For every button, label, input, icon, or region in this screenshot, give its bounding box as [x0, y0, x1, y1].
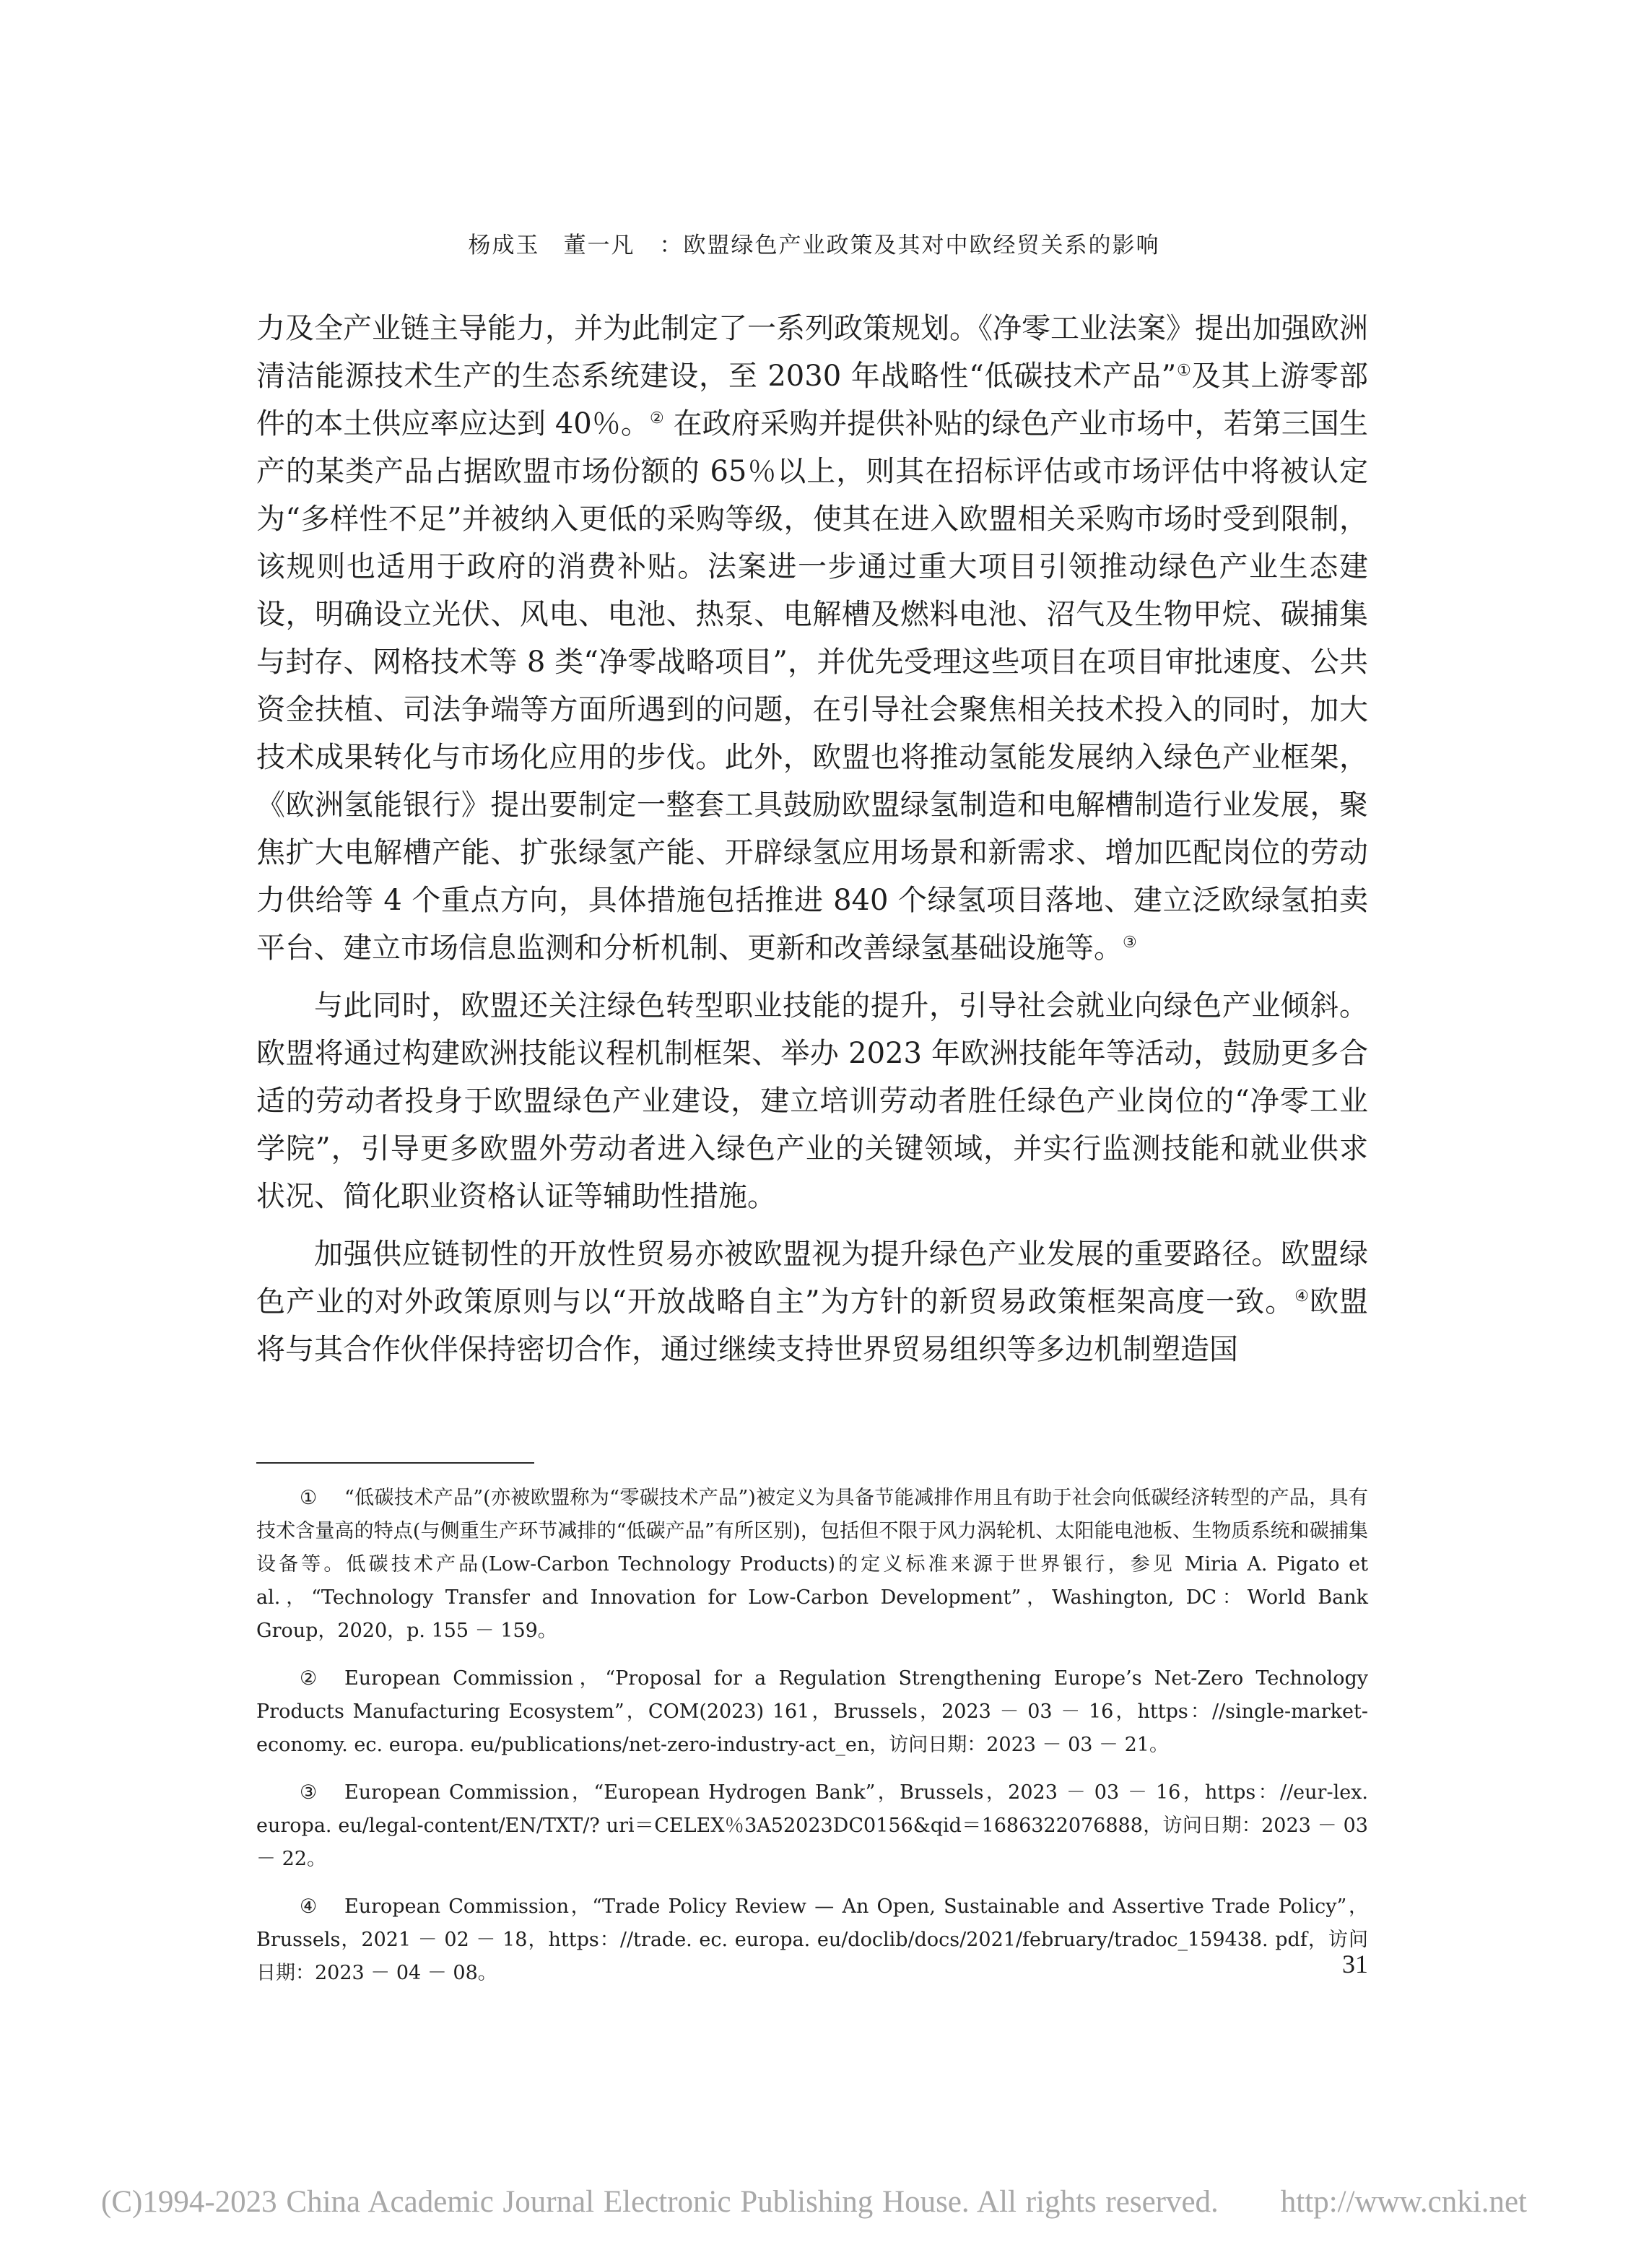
paragraph-1-part-b: 及其上游零部件的本土供应率应达到 40％。: [256, 360, 1368, 440]
footnote-number: ①: [300, 1487, 318, 1509]
footnote-number: ③: [300, 1781, 318, 1804]
header-article-title: 欧盟绿色产业政策及其对中欧经贸关系的影响: [683, 233, 1160, 258]
footnote-2: [256, 1662, 1368, 1762]
footnote-text: European Commission，“European Hydrogen Bank”，Brussels，2023 － 03 － 16，https：//eur-lex. europa. eu/legal-content/EN/TXT/? uri＝CELEX％3A52023DC0156&qid＝1686322076888，访问日期：2023 － 03 － 22。: [256, 1781, 1368, 1870]
footnotes: [256, 1482, 1368, 2004]
footnote-3: [256, 1776, 1368, 1876]
header-authors: 杨成玉 董一凡: [468, 233, 635, 258]
header-sep: ：: [659, 233, 684, 258]
footnote-text: European Commission，“Trade Policy Review — An Open, Sustainable and Assertive Trade Policy”，Brussels，2021 － 02 － 18，https：//trade. ec. europa. eu/doclib/docs/2021/february/tradoc_159438. pdf，访问日期：2023 － 04 － 08。: [256, 1895, 1368, 1984]
footnote-text: European Commission，“Proposal for a Regulation Strengthening Europe’s Net-Zero Technology Products Manufacturing Ecosystem”，COM(2023) 161，Brussels，2023 － 03 － 16，https：//single-market-economy. ec. europa. eu/publications/net-zero-industry-act_en，访问日期：2023 － 03 － 21。: [256, 1667, 1368, 1756]
footnote-number: ②: [300, 1667, 318, 1690]
copyright-watermark: (C)1994-2023 China Academic Journal Electronic Publishing House. All rights reserved. http://www.cnki.net: [101, 2185, 1527, 2219]
paragraph-3-part-a: 加强供应链韧性的开放性贸易亦被欧盟视为提升绿色产业发展的重要路径。欧盟绿色产业的对外政策原则与以“开放战略自主”为方针的新贸易政策框架高度一致。: [256, 1238, 1368, 1318]
paragraph-3-part-b: 欧盟将与其合作伙伴保持密切合作，通过继续支持世界贸易组织等多边机制塑造国: [256, 1285, 1368, 1366]
paragraph-1-part-a: 力及全产业链主导能力，并为此制定了一系列政策规划。《净零工业法案》提出加强欧洲清洁能源技术生产的生态系统建设，至 2030 年战略性“低碳技术产品”: [256, 312, 1368, 393]
footnote-number: ④: [300, 1895, 318, 1918]
footnote-text: “低碳技术产品”(亦被欧盟称为“零碳技术产品”)被定义为具备节能减排作用且有助于社会向低碳经济转型的产品，具有技术含量高的特点(与侧重生产环节减排的“低碳产品”有所区别)，包括但不限于风力涡轮机、太阳能电池板、生物质系统和碳捕集设备等。低碳技术产品(Low-Carbon Technology Products)的定义标准来源于世界银行，参见 Miria A. Pigato et al.，“Technology Transfer and Innovation for Low-Carbon Development”，Washington, DC：World Bank Group，2020，p. 155 － 159。: [256, 1487, 1368, 1642]
paragraph-1-part-c: 在政府采购并提供补贴的绿色产业市场中，若第三国生产的某类产品占据欧盟市场份额的 65％以上，则其在招标评估或市场评估中将被认定为“多样性不足”并被纳入更低的采购等级，使其在进入欧盟相关采购市场时受到限制，该规则也适用于政府的消费补贴。法案进一步通过重大项目引领推动绿色产业生态建设，明确设立光伏、风电、电池、热泵、电解槽及燃料电池、沼气及生物甲烷、碳捕集与封存、网格技术等 8 类“净零战略项目”，并优先受理这些项目在项目审批速度、公共资金扶植、司法争端等方面所遇到的问题，在引导社会聚焦相关技术投入的同时，加大技术成果转化与市场化应用的步伐。此外，欧盟也将推动氢能发展纳入绿色产业框架，《欧洲氢能银行》提出要制定一整套工具鼓励欧盟绿氢制造和电解槽制造行业发展，聚焦扩大电解槽产能、扩张绿氢产能、开辟绿氢应用场景和新需求、增加匹配岗位的劳动力供给等 4 个重点方向，具体措施包括推进 840 个绿氢项目落地、建立泛欧绿氢拍卖平台、建立市场信息监测和分析机制、更新和改善绿氢基础设施等。: [256, 407, 1368, 965]
footnote-ref-2[interactable]: ②: [650, 409, 664, 427]
footnote-ref-1[interactable]: ①: [1176, 362, 1192, 380]
body-paragraph-1: [256, 305, 1368, 972]
footnote-1: [256, 1482, 1368, 1648]
body-paragraph-2: 与此同时，欧盟还关注绿色转型职业技能的提升，引导社会就业向绿色产业倾斜。欧盟将通过构建欧洲技能议程机制框架、举办 2023 年欧洲技能年等活动，鼓励更多合适的劳动者投身于欧盟绿色产业建设，建立培训劳动者胜任绿色产业岗位的“净零工业学院”，引导更多欧盟外劳动者进入绿色产业的关键领域，并实行监测技能和就业供求状况、简化职业资格认证等辅助性措施。: [256, 989, 1368, 1213]
footnote-ref-4[interactable]: ④: [1294, 1287, 1310, 1305]
page-number: 31: [1342, 1950, 1368, 1978]
footnote-ref-3[interactable]: ③: [1123, 934, 1137, 952]
running-header: [0, 230, 1628, 261]
footnote-4: [256, 1890, 1368, 1990]
article-body: [256, 305, 1368, 1383]
footnote-divider: [256, 1462, 534, 1464]
body-paragraph-3: [256, 1230, 1368, 1373]
